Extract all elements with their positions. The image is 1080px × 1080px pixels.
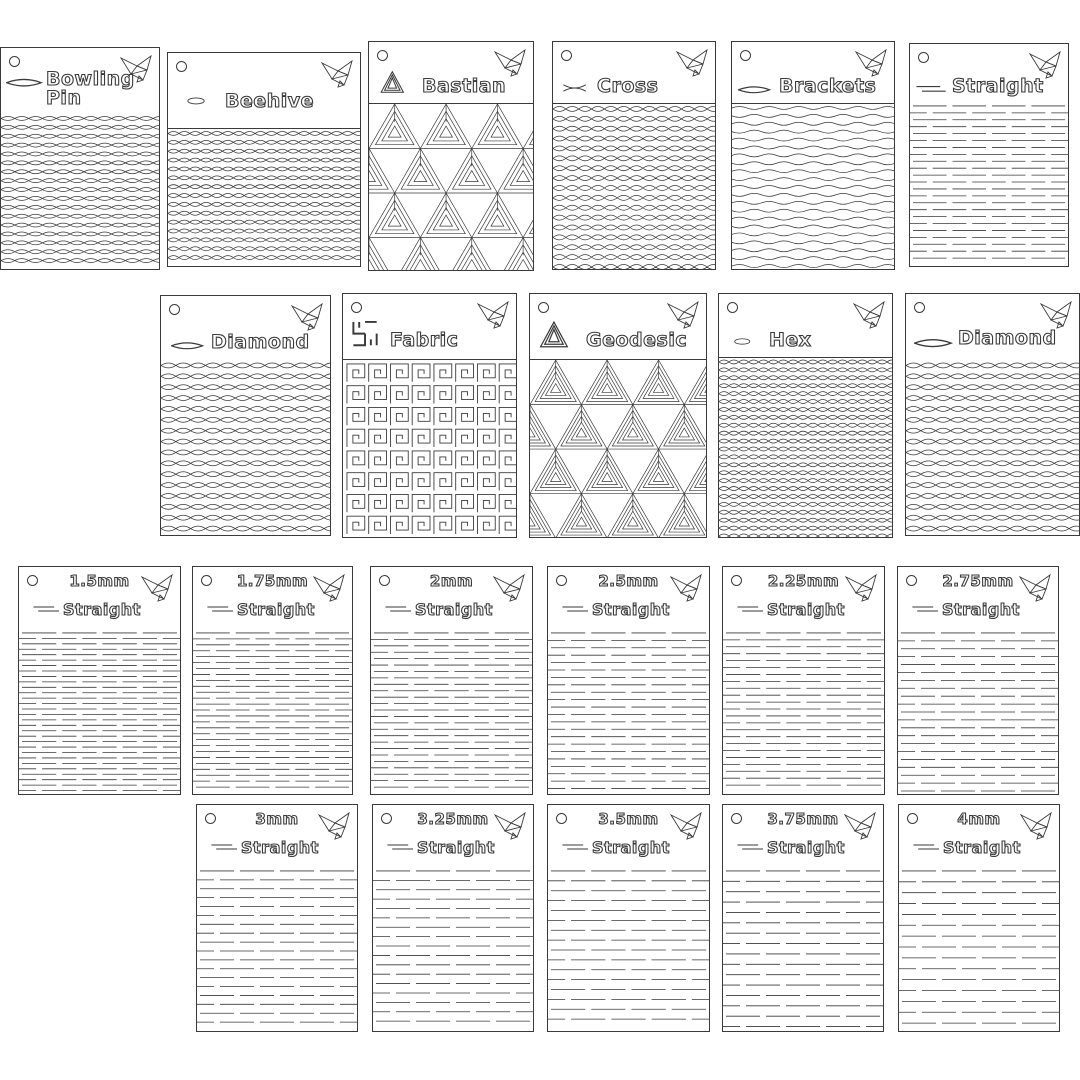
swatch-header xyxy=(373,805,533,867)
swatch-label: Straight xyxy=(417,838,495,857)
swatch-card xyxy=(0,47,160,270)
pattern-lines xyxy=(168,129,360,266)
swatch-pattern xyxy=(1,114,159,269)
swatch-header xyxy=(723,805,883,867)
swatch-header xyxy=(906,294,1079,360)
hanging-hole-icon xyxy=(538,302,549,313)
swatch-header xyxy=(719,294,892,358)
pattern-lines xyxy=(373,867,533,1031)
hanging-hole-icon xyxy=(914,302,925,313)
pattern-glyph-icon xyxy=(737,841,765,863)
pattern-glyph-icon xyxy=(563,80,591,102)
swatch-pattern xyxy=(899,867,1059,1031)
swatch-pattern xyxy=(197,867,357,1031)
swatch-header xyxy=(1,48,159,114)
swatch-pattern xyxy=(193,629,352,794)
swatch-header xyxy=(530,294,706,360)
swatch-label: Straight xyxy=(943,838,1021,857)
pattern-lines xyxy=(910,102,1068,266)
swatch-pattern xyxy=(19,629,180,794)
pattern-lines xyxy=(197,867,357,1031)
swatch-size: 2.75mm xyxy=(942,572,1014,590)
swatch-size: 1.5mm xyxy=(69,572,130,590)
swatch-card xyxy=(718,293,893,538)
hanging-hole-icon xyxy=(918,52,929,63)
swatch-card xyxy=(905,293,1080,536)
swatch-label: Straight xyxy=(241,838,319,857)
pattern-glyph-icon xyxy=(538,320,574,349)
swatch-card xyxy=(722,566,885,795)
pattern-lines xyxy=(723,867,883,1031)
swatch-card xyxy=(529,293,707,538)
pattern-glyph-icon xyxy=(379,70,409,94)
swatch-label: Straight xyxy=(415,600,493,619)
pattern-lines xyxy=(732,104,894,269)
swatch-card xyxy=(192,566,353,795)
swatch-label: Straight xyxy=(767,600,845,619)
swatch-card xyxy=(342,293,517,538)
swatch-label: Straight xyxy=(592,838,670,857)
swatch-header xyxy=(548,567,709,629)
swatch-card xyxy=(547,566,710,795)
swatch-header xyxy=(910,44,1068,102)
origami-bird-icon xyxy=(850,298,888,330)
swatch-pattern xyxy=(910,102,1068,266)
swatch-label: Hex xyxy=(769,329,812,351)
swatch-header xyxy=(197,805,357,867)
swatch-header xyxy=(553,42,715,104)
swatch-pattern xyxy=(530,360,706,537)
hanging-hole-icon xyxy=(9,56,20,67)
pattern-lines xyxy=(343,360,516,537)
swatch-pattern xyxy=(898,629,1058,794)
pattern-lines xyxy=(906,360,1079,535)
pattern-lines xyxy=(548,867,709,1031)
hanging-hole-icon xyxy=(351,302,362,313)
swatch-header xyxy=(168,53,360,129)
swatch-header xyxy=(898,567,1058,629)
swatch-label: Brackets xyxy=(779,75,877,97)
swatch-label: Straight xyxy=(237,600,315,619)
pattern-lines xyxy=(530,360,706,537)
swatch-card xyxy=(722,804,884,1032)
origami-bird-icon xyxy=(288,300,326,332)
pattern-glyph-icon xyxy=(562,841,590,863)
swatch-header xyxy=(369,42,533,104)
origami-bird-icon xyxy=(1037,298,1075,330)
swatch-card xyxy=(167,52,361,267)
pattern-glyph-icon xyxy=(733,336,757,355)
swatch-size: 2mm xyxy=(429,572,474,590)
pattern-glyph-icon xyxy=(913,841,941,863)
swatch-size: 1.75mm xyxy=(236,572,309,590)
swatch-label: Straight xyxy=(592,600,670,619)
swatch-card xyxy=(160,295,331,536)
origami-bird-icon xyxy=(664,298,702,330)
swatch-card xyxy=(731,41,895,270)
swatch-size: 4mm xyxy=(957,810,1001,828)
pattern-lines xyxy=(161,360,330,535)
swatch-label: Diamond xyxy=(211,331,310,353)
swatch-size: 3.5mm xyxy=(598,810,659,828)
swatch-label: Bowling Pin xyxy=(46,68,135,109)
pattern-lines xyxy=(369,104,533,270)
pattern-glyph-icon xyxy=(207,603,235,625)
pattern-glyph-icon xyxy=(385,603,413,625)
pattern-glyph-icon xyxy=(211,841,239,863)
swatch-label: Geodesic xyxy=(586,329,688,351)
swatch-card xyxy=(547,804,710,1032)
hanging-hole-icon xyxy=(176,61,187,72)
swatch-label: Beehive xyxy=(225,90,315,112)
swatch-pattern xyxy=(732,104,894,269)
origami-bird-icon xyxy=(491,46,529,78)
hanging-hole-icon xyxy=(169,304,180,315)
swatch-header xyxy=(732,42,894,104)
pattern-glyph-icon xyxy=(33,603,61,625)
swatch-label: Straight xyxy=(63,600,141,619)
swatch-card xyxy=(370,566,533,795)
swatch-card xyxy=(897,566,1059,795)
pattern-glyph-icon xyxy=(6,74,44,104)
swatch-label: Bastian xyxy=(422,75,507,97)
swatch-size: 3.25mm xyxy=(417,810,489,828)
swatch-pattern xyxy=(371,629,532,794)
swatch-card xyxy=(552,41,716,270)
swatch-header xyxy=(343,294,516,360)
pattern-glyph-icon xyxy=(349,320,383,347)
hanging-hole-icon xyxy=(727,302,738,313)
swatch-card xyxy=(909,43,1069,267)
swatch-pattern xyxy=(369,104,533,270)
swatch-pattern xyxy=(719,358,892,537)
pattern-glyph-icon xyxy=(387,841,415,863)
swatch-pattern xyxy=(548,629,709,794)
pattern-glyph-icon xyxy=(737,603,765,625)
pattern-lines xyxy=(193,629,352,794)
swatch-label: Straight xyxy=(942,600,1020,619)
swatch-card xyxy=(196,804,358,1032)
pattern-glyph-icon xyxy=(186,95,212,116)
swatch-header xyxy=(899,805,1059,867)
swatch-card xyxy=(18,566,181,795)
swatch-label: Fabric xyxy=(390,329,459,351)
origami-bird-icon xyxy=(318,57,356,89)
swatch-header xyxy=(723,567,884,629)
swatch-pattern xyxy=(906,360,1079,535)
swatch-pattern xyxy=(723,867,883,1031)
swatch-size: 3.75mm xyxy=(767,810,839,828)
swatch-pattern xyxy=(168,129,360,266)
swatch-label: Cross xyxy=(597,75,659,97)
swatch-pattern xyxy=(723,629,884,794)
origami-bird-icon xyxy=(474,298,512,330)
pattern-lines xyxy=(19,629,180,794)
swatch-card xyxy=(368,41,534,271)
origami-bird-icon xyxy=(673,46,711,78)
swatch-pattern xyxy=(553,104,715,269)
swatch-pattern xyxy=(343,360,516,537)
hanging-hole-icon xyxy=(740,50,751,61)
swatch-header xyxy=(19,567,180,629)
swatch-label: Straight xyxy=(952,75,1044,97)
swatch-pattern xyxy=(548,867,709,1031)
swatch-card xyxy=(898,804,1060,1032)
swatch-label: Straight xyxy=(767,838,845,857)
swatch-header xyxy=(193,567,352,629)
swatch-size: 3mm xyxy=(255,810,299,828)
swatch-size: 2.25mm xyxy=(767,572,840,590)
pattern-lines xyxy=(548,629,709,794)
pattern-glyph-icon xyxy=(912,603,940,625)
swatch-pattern xyxy=(373,867,533,1031)
swatch-header xyxy=(548,805,709,867)
swatch-header xyxy=(161,296,330,360)
swatch-label: Diamond xyxy=(958,327,1057,349)
pattern-lines xyxy=(719,358,892,537)
origami-bird-icon xyxy=(852,46,890,78)
hanging-hole-icon xyxy=(377,50,388,61)
pattern-lines xyxy=(371,629,532,794)
swatch-header xyxy=(371,567,532,629)
pattern-lines xyxy=(899,867,1059,1031)
hanging-hole-icon xyxy=(561,50,572,61)
pattern-lines xyxy=(723,629,884,794)
pattern-lines xyxy=(553,104,715,269)
swatch-card xyxy=(372,804,534,1032)
pattern-lines xyxy=(898,629,1058,794)
swatch-size: 2.5mm xyxy=(598,572,659,590)
pattern-glyph-icon xyxy=(562,603,590,625)
swatch-pattern xyxy=(161,360,330,535)
pattern-lines xyxy=(1,114,159,269)
